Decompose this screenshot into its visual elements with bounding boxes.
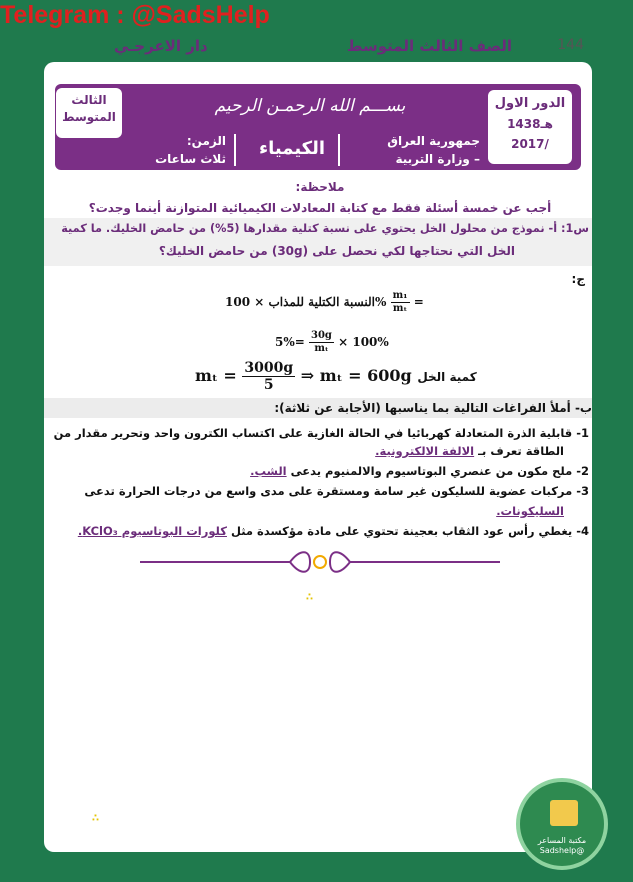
session-label: الدور الاول bbox=[494, 96, 566, 111]
session-box bbox=[488, 90, 572, 164]
formula-result-label: كمية الخل bbox=[417, 370, 477, 384]
ministry-label: – وزارة التربية bbox=[395, 152, 480, 166]
decorative-dots: ∴ bbox=[306, 592, 313, 603]
publisher-name: دار الاعرجـي bbox=[114, 37, 208, 55]
decorative-dots: ∴ bbox=[92, 813, 99, 824]
formula-factor: × 100% bbox=[225, 295, 387, 309]
formula-mass-percent bbox=[225, 290, 424, 315]
grade-box bbox=[56, 88, 122, 138]
republic-label: جمهورية العراق bbox=[387, 134, 480, 148]
list-item: 1- قابلية الذرة المتعادلة كهربائيا في الحالة الغازية على اكتساب الكترون واحد وتحرير مقدار من bbox=[53, 426, 589, 440]
session-year: 2017/ bbox=[511, 137, 549, 151]
formula-rhs: ⇒ mₜ = 600g bbox=[300, 366, 412, 385]
subject-title: الكيمياء bbox=[258, 138, 326, 159]
question-1-line-1: س1: أ- نموذج من محلول الخل يحتوي على نسبة كتلية مقدارها (5%) من حامض الخليك. ما كمية bbox=[61, 222, 589, 235]
list-item: 4- يغطي رأس عود الثقاب بعجينة تحتوي على مادة مؤكسدة مثل كلورات البوتاسيوم KClO₃. bbox=[77, 524, 589, 538]
instruction-text: أجب عن خمسة أسئلة فقط مع كتابة المعادلات الكيميائية المتوازنة أينما وجدت؟ bbox=[88, 201, 552, 215]
formula-rhs: × 100% bbox=[338, 335, 389, 349]
time-value: ثلاث ساعات bbox=[155, 152, 226, 166]
note-label: ملاحظة: bbox=[295, 180, 345, 194]
time-label: الزمن: bbox=[186, 134, 226, 148]
grade-box-line-1: الثالث bbox=[71, 93, 107, 107]
list-item: 3- مركبات عضوية للسليكون غير سامة ومستقرة على مدى واسع من درجات الحرارة تدعى bbox=[84, 484, 589, 498]
session-hijri-year: 1438هـ bbox=[507, 117, 553, 131]
page-number: 144 bbox=[557, 37, 584, 53]
list-item: الطاقة تعرف بـ الالفة الالكترونية. bbox=[375, 444, 564, 458]
formula-fraction: $\frac{30g}{\text{mₜ}}$ bbox=[311, 330, 332, 354]
answer-label: ج: bbox=[571, 272, 585, 286]
list-item: 2- ملح مكون من عنصري البوتاسيوم والالمنيوم يدعى الشب. bbox=[250, 464, 589, 478]
basmala: بســـم الله الرحمـن الرحيم bbox=[214, 96, 406, 116]
page-top-bar bbox=[44, 37, 592, 59]
formula-equals: = bbox=[413, 295, 424, 309]
formula-fraction: $\frac{3000g}{5}$ bbox=[244, 360, 294, 393]
formula-fraction: $\frac{\text{m₁}}{\text{mₜ}}$ bbox=[392, 290, 408, 314]
book-icon bbox=[550, 800, 578, 826]
question-1-line-2: الخل التي نحتاجها لكي نحصل على (30g) من حامض الخليك؟ bbox=[158, 244, 515, 258]
formula-lhs: mₜ = bbox=[195, 366, 237, 385]
library-logo bbox=[516, 778, 608, 870]
grade-box-line-2: المتوسط bbox=[62, 110, 116, 124]
formula-lhs: 5%= bbox=[275, 335, 305, 349]
ornament-divider bbox=[140, 549, 500, 575]
formula-mass-percent-label: النسبة الكتلية للمذاب bbox=[268, 295, 375, 309]
telegram-watermark: Telegram : @SadsHelp bbox=[0, 1, 270, 29]
list-item: السليكونات. bbox=[496, 504, 564, 518]
part-b-title: ب- أملأ الفراغات التالية بما يناسبها (الأجابة عن ثلاثة): bbox=[274, 401, 592, 415]
formula-result bbox=[195, 360, 477, 393]
header-divider bbox=[234, 134, 236, 166]
grade-title: الصف الثالث المتوسط bbox=[346, 37, 512, 55]
formula-substitution bbox=[275, 330, 389, 355]
logo-text: مكتبة المساعر @Sadshelp bbox=[537, 836, 587, 855]
